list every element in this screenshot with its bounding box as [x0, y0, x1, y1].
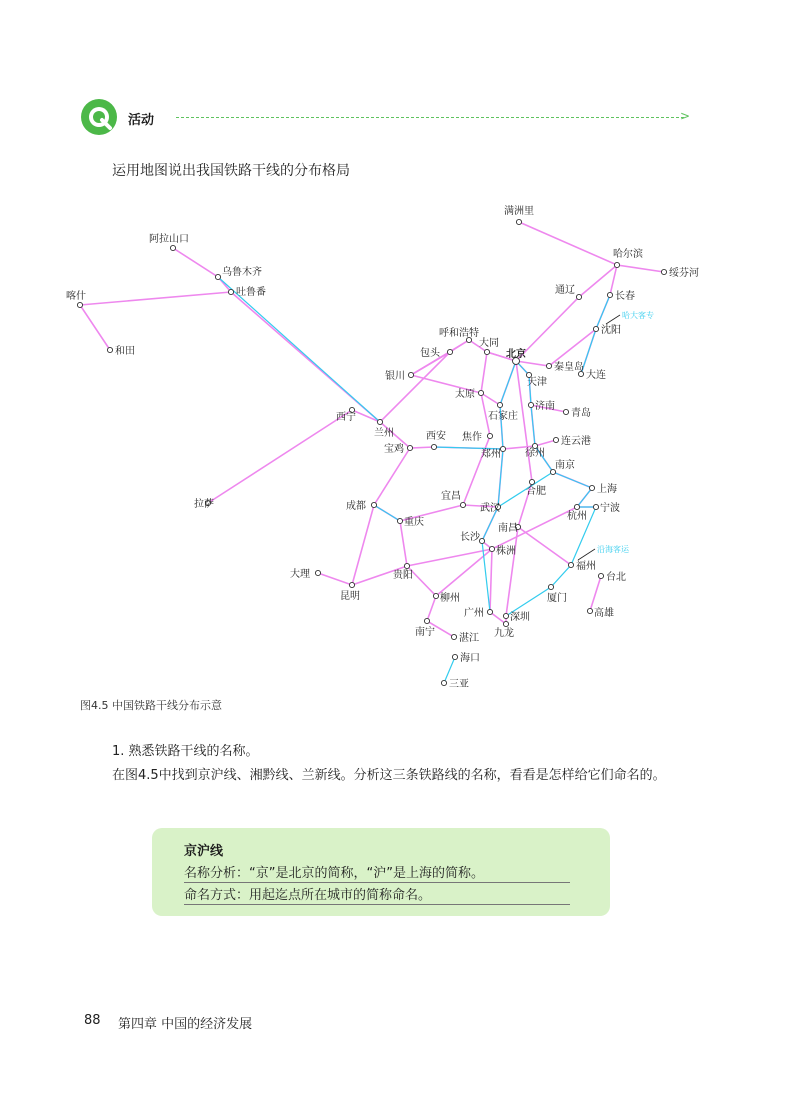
city-marker [452, 651, 480, 664]
city-label: 三亚 [449, 679, 469, 690]
city-label: 厦门 [547, 593, 567, 604]
city-label: 广州 [464, 608, 484, 619]
city-label: 大同 [479, 338, 499, 349]
city-marker [593, 501, 620, 514]
city-dot [479, 538, 484, 543]
city-label: 台北 [606, 572, 626, 583]
city-marker [489, 544, 516, 557]
city-label: 郑州 [481, 449, 501, 460]
city-label: 兰州 [374, 428, 394, 439]
city-dot [593, 504, 598, 509]
city-dot [407, 445, 412, 450]
city-dot [529, 479, 534, 484]
city-dot [489, 546, 494, 551]
city-label: 大理 [290, 569, 310, 580]
city-dot [441, 680, 446, 685]
city-label: 宝鸡 [384, 444, 404, 455]
city-label: 拉萨 [194, 499, 214, 510]
city-label: 乌鲁木齐 [222, 267, 262, 278]
city-label: 呼和浩特 [439, 328, 479, 339]
city-dot [528, 402, 533, 407]
city-label: 杭州 [567, 511, 587, 522]
city-label: 深圳 [510, 612, 530, 623]
page-number: 88 [84, 1013, 101, 1028]
city-marker [107, 345, 135, 357]
city-marker [460, 530, 485, 544]
city-label: 连云港 [561, 436, 591, 447]
city-label: 哈尔滨 [613, 249, 643, 260]
city-marker [494, 621, 514, 639]
activity-divider [176, 117, 684, 118]
high-speed-railway-line [374, 505, 400, 521]
city-dot [563, 409, 568, 414]
city-marker [194, 497, 214, 510]
city-label: 和田 [115, 346, 135, 357]
city-dot [548, 584, 553, 589]
callout-label: 哈大客专 [622, 311, 654, 320]
city-label: 宁波 [600, 503, 620, 514]
city-marker [546, 360, 584, 373]
callout-arrow [606, 315, 620, 324]
city-marker [215, 265, 262, 280]
city-marker [290, 567, 321, 580]
city-marker [555, 284, 582, 300]
example-line-naming-method: 命名方式：用起迄点所在城市的简称命名。 [184, 884, 570, 905]
figure-caption: 图4.5 中国铁路干线分布示意 [80, 699, 222, 712]
city-dot [607, 292, 612, 297]
city-label: 武汉 [480, 503, 500, 514]
railway-line [208, 410, 352, 503]
city-label: 合肥 [526, 486, 546, 497]
city-dot [107, 347, 112, 352]
city-marker [439, 326, 479, 343]
railway-map [60, 195, 740, 695]
city-marker [498, 521, 521, 534]
city-dot [478, 390, 483, 395]
city-marker [526, 479, 546, 497]
city-dot [593, 326, 598, 331]
task-title: 运用地图说出我国铁路干线的分布格局 [112, 163, 350, 179]
city-dot [451, 634, 456, 639]
city-marker [420, 346, 453, 359]
city-marker [433, 591, 460, 604]
city-marker [589, 482, 617, 495]
city-label: 喀什 [66, 291, 86, 302]
railway-line [374, 448, 410, 566]
city-label: 上海 [597, 484, 617, 495]
city-marker [503, 610, 530, 623]
city-marker [547, 584, 567, 604]
city-label: 贵阳 [393, 570, 413, 581]
city-dot [452, 654, 457, 659]
city-label: 济南 [535, 401, 555, 412]
city-marker [66, 289, 86, 308]
city-marker [464, 606, 493, 619]
railway-line [463, 352, 516, 505]
city-dot [546, 363, 551, 368]
city-marker [385, 369, 414, 382]
high-speed-railway-line [218, 277, 380, 422]
city-label: 太原 [455, 389, 475, 400]
city-label: 高雄 [594, 608, 614, 619]
city-label: 柳州 [440, 593, 460, 604]
city-label: 满洲里 [504, 206, 534, 217]
city-marker [553, 434, 591, 447]
city-label: 成都 [346, 501, 366, 512]
city-dot [377, 419, 382, 424]
chapter-title: 第四章 中国的经济发展 [118, 1017, 253, 1032]
city-label: 银川 [385, 371, 405, 382]
example-line-name-analysis: 名称分析：“京”是北京的简称，“沪”是上海的简称。 [184, 862, 570, 883]
railway-line [518, 527, 571, 565]
city-marker [488, 402, 518, 422]
city-dot [487, 433, 492, 438]
city-dot [497, 402, 502, 407]
city-label: 昆明 [340, 591, 360, 602]
city-label: 福州 [576, 561, 596, 572]
city-dot [598, 573, 603, 578]
city-dot [487, 609, 492, 614]
city-marker [149, 232, 189, 251]
activity-icon [80, 98, 118, 136]
city-label: 北京 [506, 349, 526, 360]
example-title: 京沪线 [184, 844, 224, 859]
city-dot [170, 245, 175, 250]
city-dot [408, 372, 413, 377]
city-label: 海口 [460, 653, 480, 664]
city-marker [526, 372, 547, 388]
city-label: 包头 [420, 348, 440, 359]
city-label: 徐州 [525, 448, 545, 459]
city-label: 石家庄 [488, 411, 518, 422]
city-label: 阿拉山口 [149, 234, 189, 245]
city-dot [349, 582, 354, 587]
city-label: 长春 [615, 291, 635, 302]
arrow-right-icon: > [680, 109, 691, 123]
city-dot [503, 621, 508, 626]
city-marker [661, 266, 699, 279]
city-marker [598, 570, 626, 583]
railway-lines [80, 222, 664, 683]
city-marker [415, 618, 435, 638]
railway-line [516, 329, 596, 366]
railway-line [590, 576, 601, 611]
city-dot [568, 562, 573, 567]
example-box [152, 828, 610, 916]
city-marker [384, 442, 413, 455]
city-label: 南昌 [498, 523, 518, 534]
city-label: 秦皇岛 [554, 362, 584, 373]
city-dot [77, 302, 82, 307]
city-dot [516, 219, 521, 224]
city-label: 宜昌 [441, 491, 461, 502]
city-dot [503, 613, 508, 618]
city-marker [336, 407, 356, 423]
city-dot [576, 294, 581, 299]
city-marker [455, 387, 484, 400]
city-marker [340, 582, 360, 602]
railway-line [318, 505, 374, 585]
callout-arrow [578, 549, 595, 560]
city-label: 绥芬河 [669, 268, 699, 279]
city-marker [563, 406, 591, 419]
city-label: 吐鲁番 [236, 287, 266, 298]
city-label: 九龙 [494, 628, 514, 639]
question-heading: 1. 熟悉铁路干线的名称。 [112, 744, 259, 759]
city-dot [371, 502, 376, 507]
city-label: 株洲 [496, 546, 516, 557]
city-marker [613, 247, 643, 268]
city-dot [589, 485, 594, 490]
railway-line [352, 410, 380, 422]
railway-line [173, 248, 380, 422]
activity-header [80, 98, 700, 138]
city-label: 长沙 [460, 532, 480, 543]
city-label: 西宁 [336, 412, 356, 423]
city-marker [441, 489, 466, 508]
city-dot [614, 262, 619, 267]
city-dot [460, 502, 465, 507]
question-body: 在图4.5中找到京沪线、湘黔线、兰新线。分析这三条铁路线的名称，看看是怎样给它们命名的。 [112, 768, 666, 783]
city-dot [315, 570, 320, 575]
city-dot [553, 437, 558, 442]
railway-line [80, 292, 231, 350]
city-dot [587, 608, 592, 613]
city-marker [393, 563, 413, 581]
city-dot [424, 618, 429, 623]
city-dot [431, 444, 436, 449]
city-label: 青岛 [571, 408, 591, 419]
city-label: 大连 [586, 370, 606, 381]
city-marker [528, 399, 555, 412]
city-label: 南宁 [415, 627, 435, 638]
city-label: 重庆 [404, 517, 424, 528]
city-marker [479, 336, 499, 355]
city-dot [661, 269, 666, 274]
city-label: 焦作 [462, 432, 482, 443]
city-dot [484, 349, 489, 354]
activity-label: 活动 [128, 113, 155, 128]
city-label: 通辽 [555, 285, 575, 296]
city-dot [215, 274, 220, 279]
city-label: 沈阳 [601, 325, 621, 336]
city-dot [433, 593, 438, 598]
city-dot [447, 349, 452, 354]
railway-line [519, 222, 664, 272]
city-label: 湛江 [459, 633, 479, 644]
callout-label: 沿海客运 [597, 545, 629, 554]
city-label: 南京 [555, 460, 575, 471]
city-label: 天津 [527, 377, 547, 388]
city-marker [374, 419, 394, 439]
city-dot [404, 563, 409, 568]
city-marker [550, 458, 575, 475]
city-marker [451, 631, 479, 644]
city-dot [574, 504, 579, 509]
city-dot [500, 446, 505, 451]
city-marker [480, 501, 501, 514]
city-dot [397, 518, 402, 523]
city-marker [504, 204, 534, 225]
city-label: 西安 [426, 431, 446, 442]
city-dot [228, 289, 233, 294]
